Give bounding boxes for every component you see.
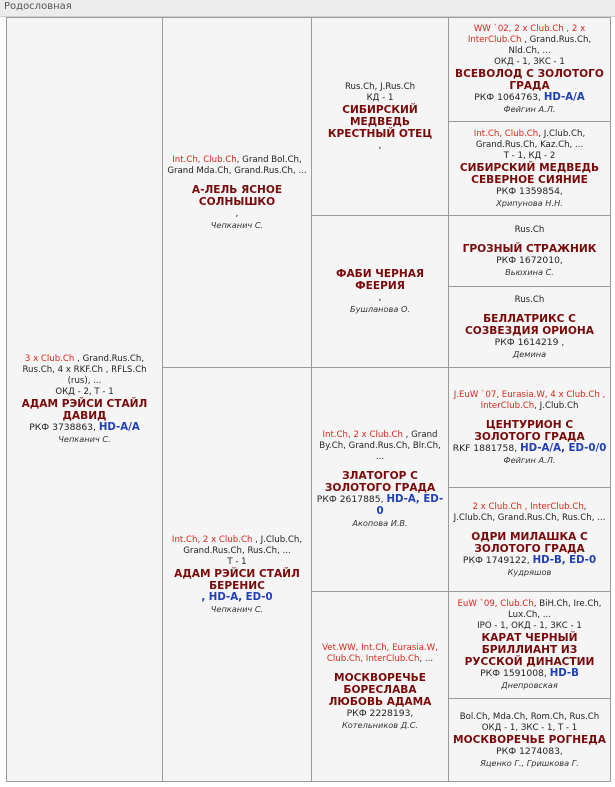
other-titles: , J.Club.Ch, Grand.Rus.Ch, Rus.Ch, ... xyxy=(453,501,606,523)
reg-number: РКФ 3738863, xyxy=(29,422,96,433)
champion-titles: Int.Ch, Club.Ch xyxy=(473,128,539,139)
reg-number: , xyxy=(235,207,239,219)
dog-name-link[interactable]: МОСКВОРЕЧЬЕ БОРЕСЛАВА ЛЮБОВЬ АДАМА xyxy=(328,671,432,708)
pedigree-sire-sire xyxy=(312,18,448,215)
other-titles: Rus.Ch xyxy=(514,224,545,235)
other-titles: , Grand By.Ch, Grand.Rus.Ch, Blr.Ch, ... xyxy=(319,430,441,462)
breeder: Фейгин А.Л. xyxy=(503,104,556,114)
section-title: Родословная xyxy=(4,1,72,12)
reg-number: RKF 1881758, xyxy=(452,442,518,454)
reg-number: , xyxy=(378,139,382,151)
breeder: Кудряшов xyxy=(507,566,552,577)
reg-number: РКФ 1614219 , xyxy=(494,336,565,348)
other-titles: , ... xyxy=(419,653,434,664)
health-results: , HD-A, ED-0 xyxy=(201,591,273,603)
pedigree-dsd xyxy=(449,488,610,591)
pedigree-ssd xyxy=(449,122,610,215)
other-titles: , Grand.Rus.Ch, Rus.Ch, 4 x RKF.Ch , RFLS.Ch (rus), ... xyxy=(22,354,147,386)
registration xyxy=(453,443,607,455)
dog-name-link[interactable]: ЦЕНТУРИОН С ЗОЛОТОГО ГРАДА xyxy=(474,418,585,443)
champion-titles: WW `02, 2 x Club.Ch , 2 x InterClub.Ch xyxy=(467,24,586,45)
dog-name-link[interactable]: А-ЛЕЛЬ ЯСНОЕ СОЛНЫШКО xyxy=(191,183,283,208)
dog-name-link[interactable]: СИБИРСКИЙ МЕДВЕДЬ СЕВЕРНОЕ СИЯНИЕ xyxy=(459,161,600,186)
titles xyxy=(10,354,159,387)
working-titles: Т - 1, КД - 2 xyxy=(503,150,556,161)
dog-name-link[interactable]: ВСЕВОЛОД С ЗОЛОТОГО ГРАДА xyxy=(455,68,604,92)
health-results: HD-B xyxy=(549,668,579,679)
reg-number: РКФ 1064763, xyxy=(474,92,541,103)
reg-number: РКФ 1749122, xyxy=(462,554,530,566)
health-results: HD-A, ED-0 xyxy=(376,494,444,517)
registration xyxy=(315,494,445,518)
breeder: Котельников Д.С. xyxy=(341,719,419,730)
breeder: Акопова И.В. xyxy=(352,518,408,528)
reg-number: РКФ 1591008, xyxy=(480,668,547,679)
health-results: HD-B, ED-0 xyxy=(532,554,597,566)
working-titles: ОКД - 1, ЗКС - 1 xyxy=(494,57,565,67)
pedigree-dam xyxy=(163,368,311,781)
breeder: Чепканич С. xyxy=(58,434,111,444)
reg-number: РКФ 1672010, xyxy=(496,254,563,266)
breeder: Хрипунова Н.Н. xyxy=(496,197,563,208)
other-titles: , J.Club.Ch, Grand.Rus.Ch, Kaz.Ch, ... xyxy=(475,128,586,150)
working-titles: IPO - 1, ОКД - 1, ЗКС - 1 xyxy=(477,621,582,631)
breeder: Днепровская xyxy=(501,680,558,690)
dog-name-link[interactable]: СИБИРСКИЙ МЕДВЕДЬ КРЕСТНЫЙ ОТЕЦ xyxy=(327,103,433,140)
pedigree-dam-sire xyxy=(312,368,448,591)
other-titles: , J.Club.Ch xyxy=(534,400,579,411)
working-titles: ОКД - 1, ЗКС - 1, Т - 1 xyxy=(481,722,578,733)
registration xyxy=(463,555,596,567)
breeder: Демина xyxy=(512,348,547,359)
breeder: Вьюхина С. xyxy=(505,266,554,277)
reg-number: , xyxy=(378,292,382,303)
champion-titles: J.EuW `07, Eurasia.W, 4 x Club.Ch , InterClub.Ch xyxy=(453,389,606,411)
pedigree-sire xyxy=(163,18,311,367)
dog-name-link[interactable]: БЕЛЛАТРИКС С СОЗВЕЗДИЯ ОРИОНА xyxy=(465,312,594,337)
pedigree-dam-dam xyxy=(312,592,448,781)
other-titles: , J.Club.Ch, Grand.Rus.Ch, Rus.Ch, ... xyxy=(183,534,303,556)
dog-name-link[interactable]: АДАМ РЭЙСИ СТАЙЛ БЕРЕНИС xyxy=(174,567,300,592)
pedigree-sss xyxy=(449,18,610,121)
breeder: Яценко Г., Гришкова Г. xyxy=(480,757,579,768)
registration xyxy=(480,668,579,680)
dog-name-link[interactable]: ЗЛАТОГОР С ЗОЛОТОГО ГРАДА xyxy=(324,470,436,494)
breeder: Бушланова О. xyxy=(349,304,411,314)
registration xyxy=(29,422,140,434)
section-header xyxy=(0,0,615,17)
health-results: HD-A/A, ED-0/0 xyxy=(520,442,607,454)
dog-name-link[interactable]: ОДРИ МИЛАШКА С ЗОЛОТОГО ГРАДА xyxy=(471,530,588,555)
reg-number: РКФ 2617885, xyxy=(316,494,384,505)
registration xyxy=(201,592,272,604)
working-titles: КД - 1 xyxy=(366,92,394,103)
champion-titles: Int.Ch, 2 x Club.Ch xyxy=(171,534,253,545)
health-results: HD-A/A xyxy=(98,422,140,433)
champion-titles: EuW `09, Club.Ch xyxy=(457,599,534,609)
champion-titles: 2 x Club.Ch , InterClub.Ch xyxy=(472,501,584,512)
breeder: Фейгин А.Л. xyxy=(503,454,556,465)
dog-name-link[interactable]: ГРОЗНЫЙ СТРАЖНИК xyxy=(462,242,597,255)
champion-titles: Int.Ch, 2 x Club.Ch xyxy=(322,430,403,440)
champion-titles: Vet.WW, Int.Ch, Eurasia.W, Club.Ch, InterClub.Ch xyxy=(322,642,438,664)
pedigree-table xyxy=(6,17,611,782)
other-titles: Bol.Ch, Mda.Ch, Rom.Ch, Rus.Ch xyxy=(459,711,600,722)
reg-number: РКФ 1274083, xyxy=(496,745,563,757)
champion-titles: Int.Ch, Club.Ch xyxy=(172,154,237,165)
reg-number: РКФ 1359854, xyxy=(496,185,563,197)
pedigree-dss xyxy=(449,368,610,487)
titles xyxy=(452,502,607,524)
breeder: Чепканич С. xyxy=(210,603,264,614)
pedigree-sdd xyxy=(449,287,610,367)
pedigree-ddd xyxy=(449,699,610,781)
other-titles: , Grand Bol.Ch, Grand Mda.Ch, Grand.Rus.Ch, ... xyxy=(167,154,307,176)
other-titles: , BiH.Ch, Ire.Ch, Lux.Ch, ... xyxy=(507,599,602,620)
health-results: HD-A/A xyxy=(543,92,585,103)
pedigree-dds xyxy=(449,592,610,698)
titles xyxy=(452,390,607,412)
titles xyxy=(452,599,607,621)
dog-name-link[interactable]: ФАБИ ЧЕРНАЯ ФЕЕРИЯ xyxy=(335,268,425,292)
breeder: Чепканич С. xyxy=(210,219,264,230)
other-titles: Rus.Ch, J.Rus.Ch xyxy=(344,81,416,92)
titles xyxy=(452,129,607,151)
registration xyxy=(474,92,585,104)
pedigree-dog-main xyxy=(7,18,162,781)
dog-name-link[interactable]: АДАМ РЭЙСИ СТАЙЛ ДАВИД xyxy=(21,398,148,422)
dog-name-link[interactable]: МОСКВОРЕЧЬЕ РОГНЕДА xyxy=(453,733,606,746)
dog-name-link[interactable]: КАРАТ ЧЕРНЫЙ БРИЛЛИАНТ ИЗ РУССКОЙ ДИНАСТИИ xyxy=(464,632,595,668)
titles xyxy=(166,155,308,177)
titles xyxy=(315,430,445,463)
working-titles: Т - 1 xyxy=(227,556,247,567)
pedigree-sire-dam xyxy=(312,216,448,367)
working-titles: ОКД - 2, Т - 1 xyxy=(55,387,114,397)
other-titles: , Grand.Rus.Ch, Nld.Ch, ... xyxy=(508,35,592,56)
other-titles: Rus.Ch xyxy=(514,294,545,305)
titles xyxy=(452,24,607,57)
champion-titles: 3 x Club.Ch xyxy=(24,354,75,364)
titles xyxy=(166,535,308,557)
pedigree-sds xyxy=(449,216,610,286)
reg-number: РКФ 2228193, xyxy=(346,707,414,719)
titles xyxy=(315,643,445,665)
